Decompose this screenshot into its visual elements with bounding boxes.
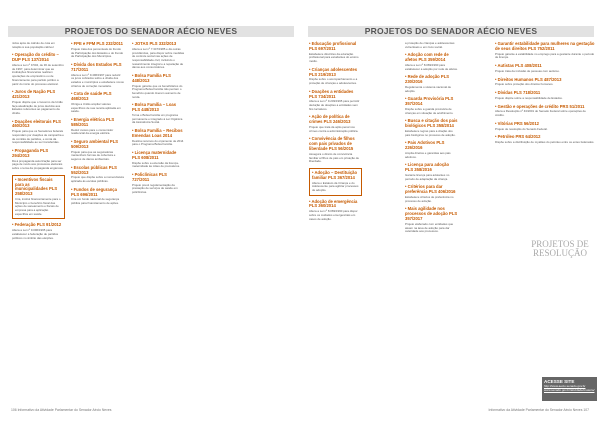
project-description: Projeto prevê regulamentação da prestação de serviços de saúde em policlínicas. (132, 182, 178, 195)
project-description: Altera a Lei nº 8.069/1990 para dispor sobre os cuidados emergenciais em casos de adoção. (309, 209, 358, 221)
column-4 (309, 42, 362, 225)
project-title: • Bolsa Família – Recibos Emendas Loas 2014 (132, 128, 183, 138)
project-description: Destina recursos do orçamento de 2014 para o Programa Bolsa Família. (132, 138, 184, 147)
project-title: • Cota de saúde PLS 468/2013 (71, 91, 112, 102)
project-item (309, 115, 362, 133)
project-description: Amplia direitos e garantias aos pais adotivos. (405, 151, 451, 159)
project-description: Altera a Lei nº 9.504, de 30 de setembro de 1997, para determinar que as instituições financeiras realizem operações de empréstimo ou de financiamento para partido político a partir do início do processo eleitoral. (12, 63, 64, 86)
project-description: Obriga a União ampliar valores específicos de sua receita aplicada em saúde. (71, 101, 121, 114)
project-title: • Bolsa Família PLS 448/2013 (132, 73, 171, 83)
project-description: Dispõe sobre a extensão da licença-maternidade às mães de prematuros. (132, 160, 181, 169)
project-description: Altera a Lei nº 9.249/1995 para permitir dedução de doações a entidades sem fins lucrativos. (309, 99, 360, 111)
project-title: • Petróleo PRS 64/2012 (495, 134, 541, 140)
project-title: • Adoção de emergência PLS 360/2014 (309, 198, 358, 209)
project-description: Altera a Resolução nº 43/2001 do Senado Federal sobre operações de crédito. (495, 109, 586, 117)
project-description: Reduz custos para o consumidor residencial da energia elétrica. (71, 127, 114, 136)
project-item (12, 223, 65, 240)
project-description: Torna o Bolsa Família um programa permanente e integrado à Lei Orgânica da Assistência Social. (132, 113, 183, 125)
project-title: • Policlínicas PLS 727/2011 (132, 172, 167, 182)
project-description: Projeto para que as seguradoras mantenham formas de cobertura e seguros de danos ambientais. (71, 149, 116, 162)
project-item (309, 168, 362, 196)
project-description: Projeto sobre proteção dos direitos humanos. (495, 82, 554, 87)
project-title: • Fundos de segurança PLS 696/2011 (71, 186, 117, 197)
project-title: • Juros de Nação PLS 421/2013 (12, 89, 56, 100)
project-title: • Escolas públicas PLS 552/2013 (71, 164, 117, 175)
project-item (405, 119, 458, 137)
column-intro-text: nidos após de cálculo de cota em relação à sua população cabível (12, 41, 55, 49)
project-item (71, 118, 124, 136)
project-item (132, 42, 185, 70)
project-description: Estabelece regras para a citação dos pais biológicos no processo de adoção. (405, 129, 456, 137)
project-title: • Incentivos fiscais para as municipalidades PLS 258/2013 (15, 176, 58, 197)
project-description: Projeto que dispõe sobre a nomenclatura aplicada às escolas públicas. (71, 175, 124, 184)
project-description: Dá à propaganda autorização para ser paga de modo aos processos eleitorais sobre o tema da propaganda enganosa. (12, 158, 64, 171)
project-item (12, 90, 65, 115)
project-title: • Doações eleitorais PLS 460/2013 (12, 118, 61, 129)
project-item (405, 141, 458, 159)
column-1 (12, 42, 65, 244)
project-description: Garante licença para adotantes no período de adaptação da criança. (405, 173, 450, 181)
project-title: • Guarda Provisória PLS 357/2014 (405, 96, 454, 107)
project-item (309, 68, 362, 86)
project-description: Estabelece diretrizes da educação profissional para estudantes do ensino médio. (309, 51, 359, 63)
project-description: Projeto garante que os beneficiários do Programa Bolsa Família não percam o benefício quando tiverem aumento de renda. (132, 83, 183, 99)
project-description: Projeto trata dos percentuais do Fundo de Participação dos Estados e do Fundo de Participação dos Municípios. (71, 46, 124, 59)
footer-right: Informativo da Atividade Parlamentar do Senador Aécio Neves 107 (488, 408, 589, 412)
project-description: Projeto trata da inclusão de pessoas com autismo. (495, 68, 560, 73)
project-description: Dispõe sobre o acompanhamento e a proteção de crianças e adolescentes. (309, 77, 358, 85)
project-title: • Energia elétrica PLS 585/2011 (71, 117, 115, 127)
project-item (12, 149, 65, 171)
project-title: • Dívidas PLS 718/2011 (495, 90, 541, 95)
project-title: • Adoção – Destituição familiar PLS 367/2014 (312, 169, 358, 180)
project-item (405, 75, 458, 93)
column-3 (132, 42, 185, 199)
project-item (405, 163, 458, 181)
project-title: • Pais Adotivos PLS 226/2016 (405, 140, 445, 151)
project-description: Projeto garante a estabilidade no emprego para a gestante durante o período de licença. (495, 51, 595, 60)
project-description: Altera a Lei nº 8.069/1990 para estabelecer a adoção por rede de afetos. (405, 63, 458, 71)
project-title: • Dívida dos Estados PLS 717/2011 (71, 61, 122, 72)
project-item (495, 64, 595, 74)
project-title: • Operação do crédito – DUP PLS 137/2014 (12, 52, 59, 63)
project-description: Projeto de resolução do Senado Federal. (495, 126, 548, 131)
project-title: • Licença para adoção PLS 358/2016 (405, 162, 450, 173)
project-item (12, 120, 65, 145)
right-banner: PROJETOS DO SENADOR AÉCIO NEVES (308, 26, 594, 37)
project-title: • Educação profissional PLS 697/2011 (309, 41, 357, 51)
project-item (71, 92, 124, 114)
project-title: • Doações a entidades PLS 734/2011 (309, 88, 354, 99)
project-title: • Busca e citação dos pais biológicos PLS 358/2014 (405, 118, 458, 129)
column-2 (71, 42, 124, 210)
project-description: Projeto elaborado com entidades que atuam na área de adoção para dar celeridade aos processos. (405, 221, 454, 234)
project-item (132, 129, 185, 147)
project-item (495, 42, 595, 60)
project-description: Projeto dispõe sobre a responsabilidade de Estados. (495, 95, 563, 100)
access-site-link[interactable]: www.senado.gov.br/atividade/materia/ (544, 387, 595, 392)
project-title: • JOTAS PLS 332/2013 (132, 41, 177, 46)
project-title: • Rede de adoção PLS 230/2016 (405, 74, 450, 85)
footer-left: 106 Informativo da Atividade Parlamentar do Senador Aécio Neves (11, 408, 112, 412)
column-6 (495, 42, 595, 149)
project-title: • Ação de política de crimes PLS 246/2013 (309, 114, 351, 125)
project-description: Dispõe sobre a guarda provisória de crianças em situação de acolhimento. (405, 107, 454, 115)
project-item (309, 137, 362, 164)
project-title: • Federação PLS 91/2012 (12, 222, 62, 228)
access-site-title: ACESSE SITE (544, 379, 575, 384)
project-item (495, 135, 595, 145)
project-item (132, 151, 185, 169)
project-title: • Bolsa Família – Loas PLS 448/2013 (132, 102, 177, 113)
project-item (495, 105, 595, 118)
project-description: Projeto dispõe que o Governo da União faça atualização de juros devidos aos Estados referentes ao pagamento da dívida. (12, 99, 63, 115)
project-title: • Seguro ambiental PLS 509/2013 (71, 139, 119, 149)
project-title: • Propaganda PLS 294/2013 (12, 148, 49, 158)
project-item (12, 53, 65, 86)
project-title: • Mais agilidade nos processos de adoção PLS 357/2017 (405, 206, 458, 221)
access-site-link[interactable]: http://www.aecio.senado.gov.br (544, 384, 586, 388)
project-description: Cria, institui financeiramente para o Município o benefício fiscal das ações de saneamento e fiscais de empresa para a aplicação específica em saúde. (15, 196, 61, 216)
project-item (12, 175, 65, 220)
project-item (132, 103, 185, 125)
project-title: • Gestão e operações de crédito PRS 51/2011 (495, 103, 585, 109)
left-banner: PROJETOS DO SENADOR AÉCIO NEVES (8, 26, 294, 37)
project-description: Altera a Lei nº 7.347/1985 e dá outras providências, para dispor sobre medidas de controle social nas ações de responsabilidade civil, incluindo o ressarcimento integral e a reparação de danos aos consumidores. (132, 46, 185, 70)
project-title: • Garantir estabilidade para mulheres na gestação de seus direitos PLS 752/2011 (495, 41, 595, 51)
project-description: Altera a Lei nº 9.496/1997 para reduzir os juros cobrados sobre a dívida dos estados e municípios e estabelece novos critérios de correção monetária. (71, 72, 124, 88)
project-item (309, 90, 362, 112)
project-description: Altera o Estatuto da Criança e do Adolescente para agilizar processos de adoção. (312, 180, 359, 192)
project-description: Altera a Lei nº 9.096/1995 para estabelecer a federação de partidos políticos no âmbito das eleições. (12, 228, 59, 240)
project-item (132, 74, 185, 99)
project-title: • Adoção com rede de afetos PLS 359/2014 (405, 52, 449, 63)
project-description: Projeto para que os Senadores federais respondam por doações de campanha e de comitês de partidos, e conta da responsabilidade ao ser transferidas. (12, 129, 64, 145)
project-item (309, 200, 362, 222)
project-title: • FPE e FPM PLS 232/2011 (71, 41, 123, 46)
project-title: • Autistas PLS 408/2011 (495, 63, 542, 68)
project-title: • Crianças adolescentes PLS 219/2013 (309, 66, 358, 77)
column-5 (405, 42, 458, 238)
access-site-box (542, 377, 597, 401)
project-description: Estabelece critérios de preferência no processo de adoção. (405, 195, 454, 203)
resolutions-section-label: PROJETOS DE RESOLUÇÃO (531, 239, 589, 258)
project-item (405, 185, 458, 203)
project-title: • Licença maternidade PLS 608/2011 (132, 150, 177, 160)
project-item (71, 166, 124, 184)
project-description: Dispõe sobre a distribuição de royalties do petróleo entre os entes federados. (495, 140, 595, 144)
project-item (495, 122, 595, 132)
project-description: Cria um fundo nacional de segurança pública para financiamento de ações. (71, 197, 120, 206)
project-item (71, 140, 124, 162)
project-description: Assegura o direito de convivência familiar a filhos de pais em privação de liberdade. (309, 151, 359, 164)
project-item (405, 97, 458, 115)
project-item (495, 91, 595, 101)
project-title: • Vitórias PRS 56/2012 (495, 120, 539, 126)
column-intro-text: a proteção de crianças e adolescentes vulneráveis e em risco social. (405, 41, 455, 49)
project-description: Regulamenta o sistema nacional de adoção. (405, 85, 451, 93)
project-item (405, 53, 458, 71)
project-item (405, 207, 458, 234)
project-item (71, 188, 124, 206)
project-item (132, 173, 185, 195)
project-item (71, 63, 124, 88)
project-item (495, 78, 595, 88)
project-title: • Convivência de filhos com pais privados de liberdade PLS 56/2015 (309, 136, 355, 151)
project-description: Projeto que trata da ação penal nos crimes contra a administração pública. (309, 125, 359, 133)
project-item (71, 42, 124, 59)
project-title: • Critérios para dar preferência PLS 406/2016 (405, 184, 456, 195)
project-title: • Direitos Humanos PLS 487/2013 (495, 76, 562, 82)
project-item (309, 42, 362, 64)
